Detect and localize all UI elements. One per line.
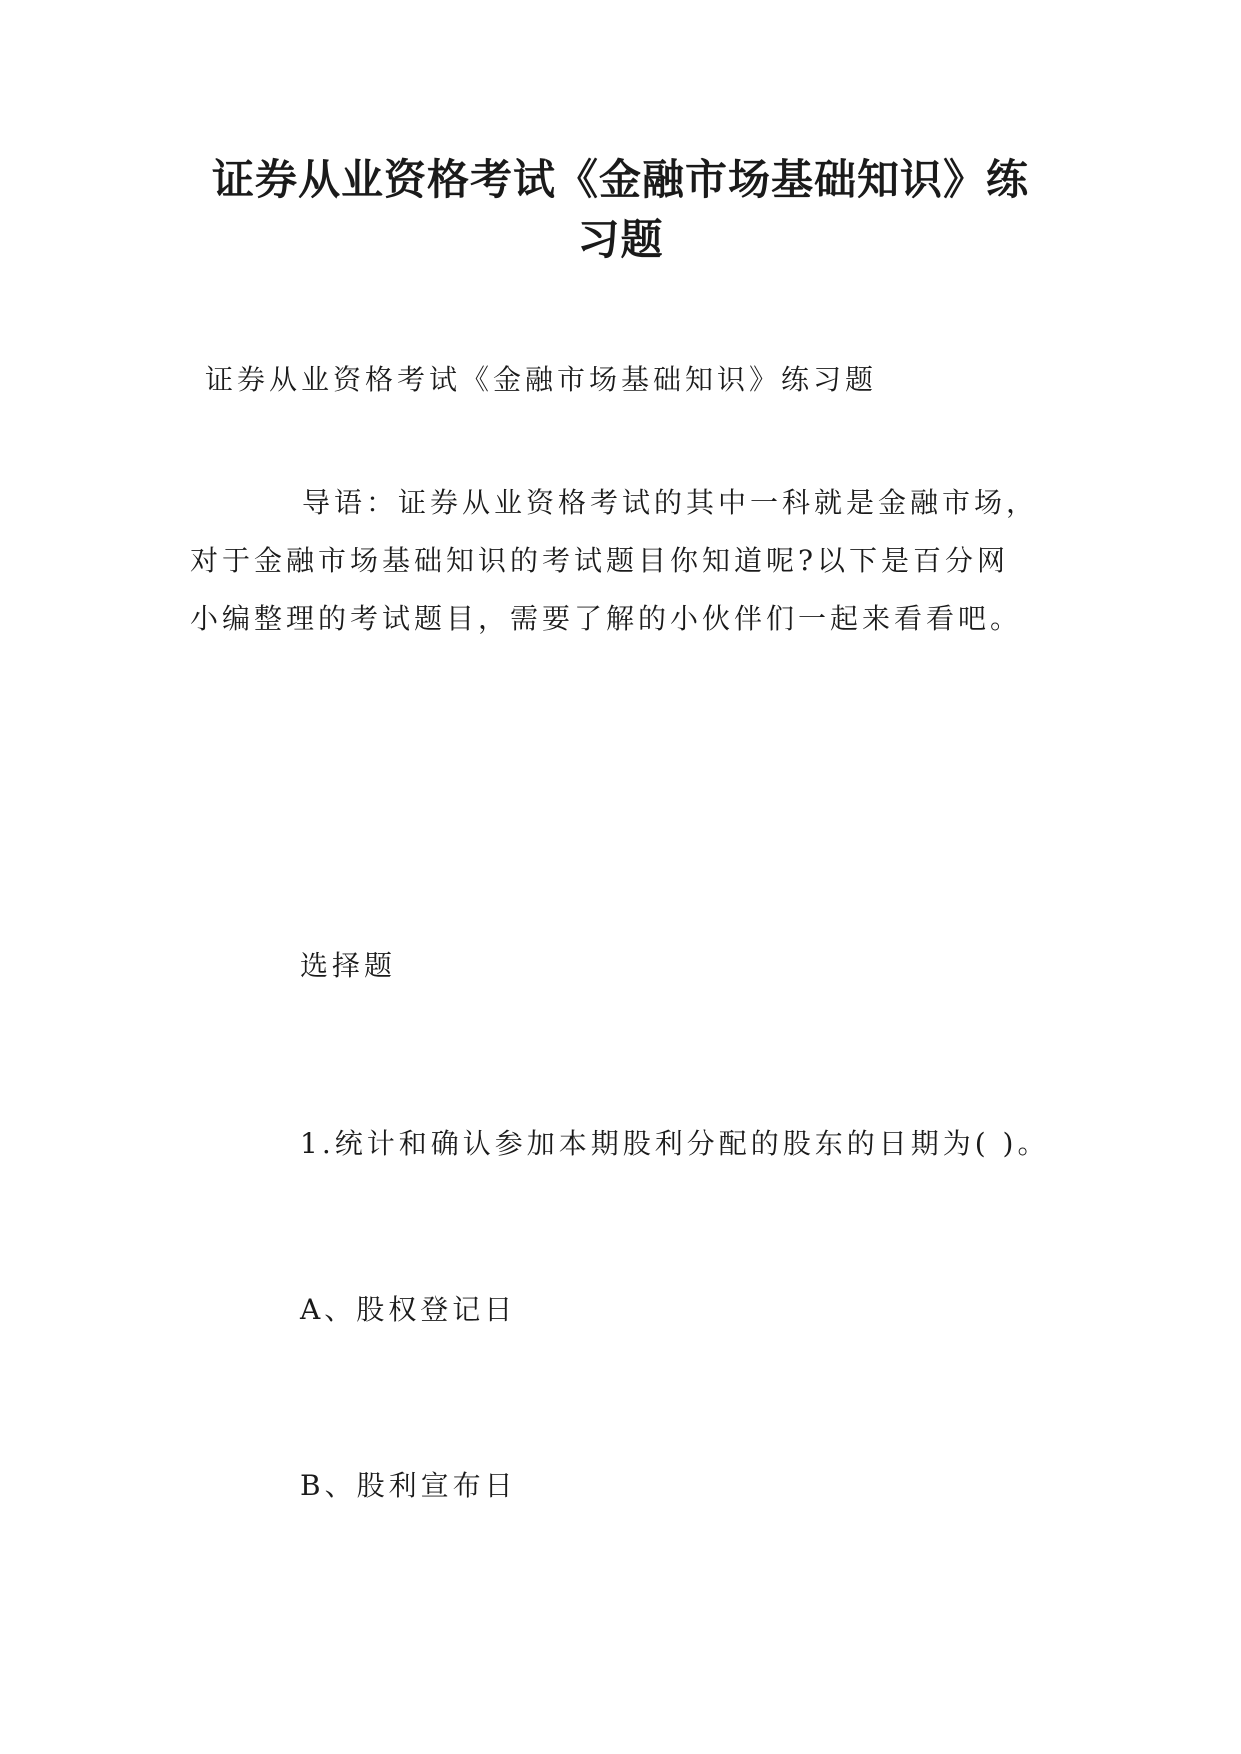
intro-paragraph <box>190 474 1090 648</box>
document-title-line-2: 习题 <box>577 215 664 264</box>
intro-line-3: 小编整理的考试题目，需要了解的小伙伴们一起来看看吧。 <box>190 602 1023 635</box>
document-title-line-1: 证券从业资格考试《金融市场基础知识》练 <box>211 155 1029 204</box>
question-1-text: 1.统计和确认参加本期股利分配的股东的日期为( )。 <box>300 1127 1050 1160</box>
document-subtitle: 证券从业资格考试《金融市场基础知识》练习题 <box>205 363 878 396</box>
question-1-option-b: B、股利宣布日 <box>300 1469 517 1502</box>
section-heading: 选择题 <box>300 949 397 982</box>
intro-line-2: 对于金融市场基础知识的考试题目你知道呢?以下是百分网 <box>190 544 1010 577</box>
intro-line-1: 导语：证券从业资格考试的其中一科就是金融市场， <box>302 486 1039 519</box>
document-title <box>150 150 1091 270</box>
question-1-option-a: A、股权登记日 <box>300 1293 517 1326</box>
